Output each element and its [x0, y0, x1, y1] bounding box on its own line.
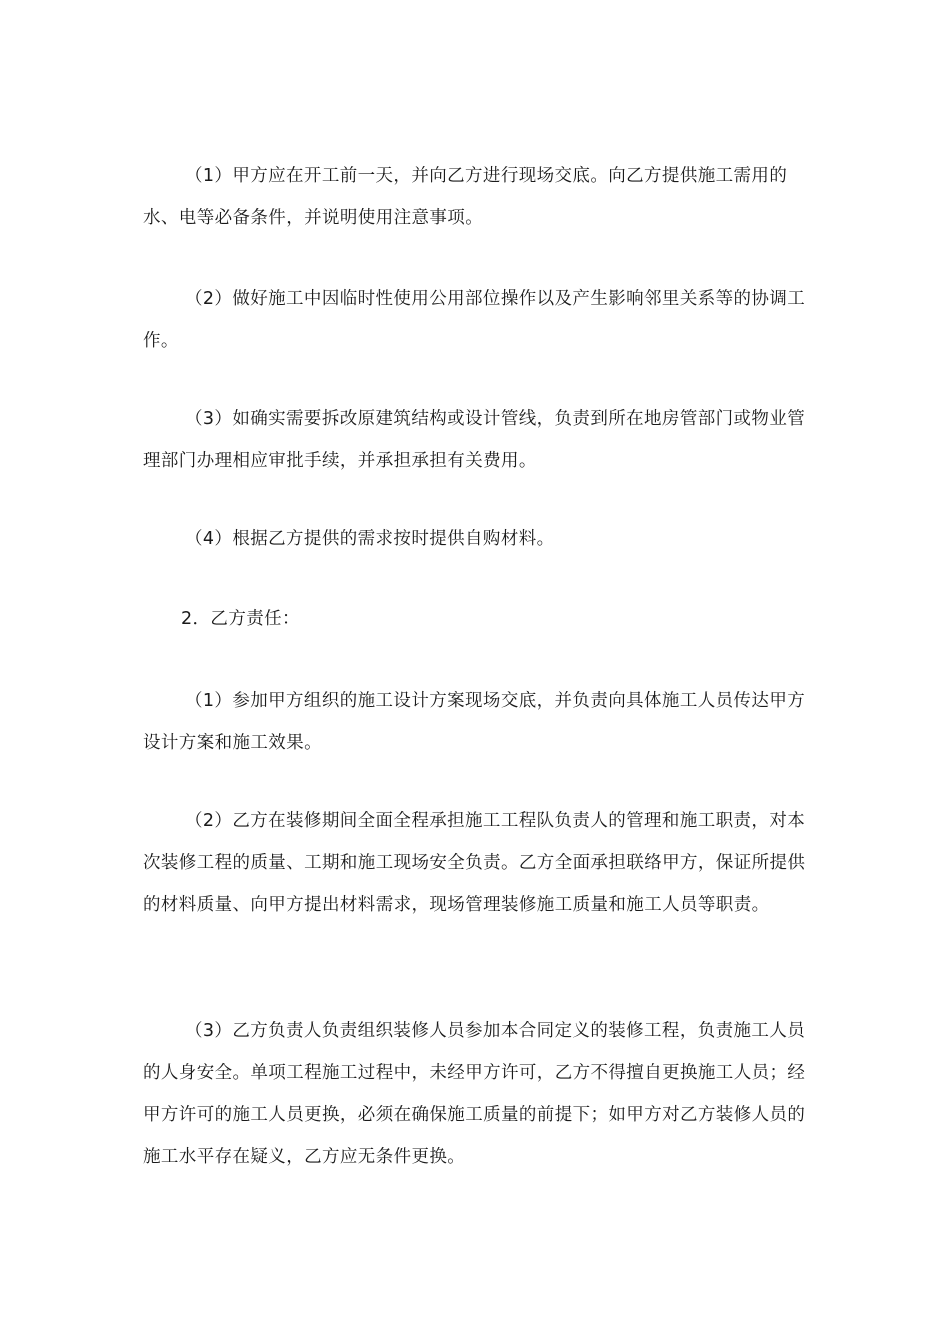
paragraph-party-a-1: （1）甲方应在开工前一天，并向乙方进行现场交底。向乙方提供施工需用的水、电等必备条件，并说明使用注意事项。	[143, 166, 788, 228]
paragraph-party-b-3: （3）乙方负责人负责组织装修人员参加本合同定义的装修工程，负责施工人员的人身安全。单项工程施工过程中，未经甲方许可，乙方不得擅自更换施工人员；经甲方许可的施工人员更换，必须在确保施工质量的前提下；如甲方对乙方装修人员的施工水平存在疑义，乙方应无条件更换。	[143, 1021, 806, 1167]
paragraph-party-a-4: （4）根据乙方提供的需求按时提供自购材料。	[185, 529, 555, 549]
paragraph-party-a-3: （3）如确实需要拆改原建筑结构或设计管线，负责到所在地房管部门或物业管理部门办理相应审批手续，并承担承担有关费用。	[143, 409, 806, 471]
section-heading-party-b: 2．乙方责任：	[181, 609, 300, 629]
paragraph-party-b-1: （1）参加甲方组织的施工设计方案现场交底，并负责向具体施工人员传达甲方设计方案和施工效果。	[143, 691, 806, 753]
paragraph-party-b-2: （2）乙方在装修期间全面全程承担施工工程队负责人的管理和施工职责，对本次装修工程的质量、工期和施工现场安全负责。乙方全面承担联络甲方，保证所提供的材料质量、向甲方提出材料需求，现场管理装修施工质量和施工人员等职责。	[143, 811, 806, 915]
paragraph-party-a-2: （2）做好施工中因临时性使用公用部位操作以及产生影响邻里关系等的协调工作。	[143, 289, 806, 351]
